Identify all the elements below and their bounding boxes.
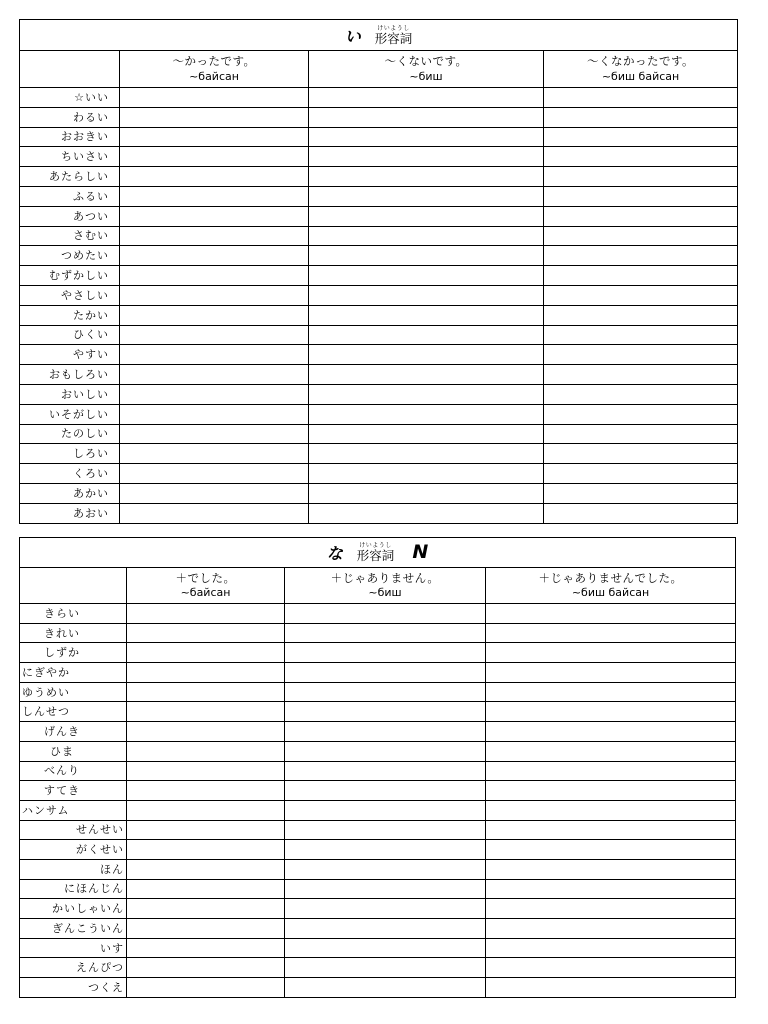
answer-cell <box>309 464 544 484</box>
answer-cell <box>486 958 736 978</box>
answer-cell <box>120 186 309 206</box>
row-label: せんせい <box>20 820 127 840</box>
i-header-negative: ～くないです。 ~биш <box>309 51 544 88</box>
na-header-negative: ＋じゃありません。 ~биш <box>285 568 486 604</box>
row-label: ぎんこういん <box>20 919 127 939</box>
i-title-kanji: 形容詞 <box>374 30 413 46</box>
answer-cell <box>544 384 738 404</box>
table-row <box>20 682 736 702</box>
row-label: しろい <box>20 444 120 464</box>
row-label: いす <box>20 938 127 958</box>
row-label: くろい <box>20 464 120 484</box>
answer-cell <box>120 345 309 365</box>
answer-cell <box>120 127 309 147</box>
table-row <box>20 820 736 840</box>
answer-cell <box>309 246 544 266</box>
answer-cell <box>309 365 544 385</box>
answer-cell <box>120 206 309 226</box>
row-label: あかい <box>20 483 120 503</box>
answer-cell <box>127 859 285 879</box>
na-title-noun-marker: N <box>412 541 429 563</box>
answer-cell <box>309 325 544 345</box>
row-label: しんせつ <box>20 702 127 722</box>
table-row <box>20 444 738 464</box>
answer-cell <box>285 682 486 702</box>
answer-cell <box>285 840 486 860</box>
na-table-title <box>20 538 736 568</box>
table-row <box>20 859 736 879</box>
na-adjective-table <box>19 537 736 998</box>
answer-cell <box>486 859 736 879</box>
answer-cell <box>285 722 486 742</box>
table-row <box>20 978 736 998</box>
answer-cell <box>127 702 285 722</box>
answer-cell <box>285 781 486 801</box>
answer-cell <box>285 663 486 683</box>
row-label: ゆうめい <box>20 682 127 702</box>
na-title-kanji: 形容詞 <box>356 547 395 563</box>
row-label: たのしい <box>20 424 120 444</box>
answer-cell <box>486 702 736 722</box>
answer-cell <box>127 643 285 663</box>
answer-cell <box>544 206 738 226</box>
answer-cell <box>120 266 309 286</box>
answer-cell <box>309 503 544 523</box>
table-row <box>20 623 736 643</box>
answer-cell <box>544 285 738 305</box>
row-label: おいしい <box>20 384 120 404</box>
answer-cell <box>285 604 486 624</box>
table-row <box>20 643 736 663</box>
row-label: ちいさい <box>20 147 120 167</box>
answer-cell <box>486 800 736 820</box>
answer-cell <box>285 919 486 939</box>
answer-cell <box>486 978 736 998</box>
answer-cell <box>309 305 544 325</box>
row-label: かいしゃいん <box>20 899 127 919</box>
answer-cell <box>309 285 544 305</box>
table-row <box>20 938 736 958</box>
i-table-title <box>20 20 738 51</box>
answer-cell <box>309 127 544 147</box>
table-row <box>20 702 736 722</box>
answer-cell <box>127 682 285 702</box>
table-row <box>20 325 738 345</box>
table-row <box>20 761 736 781</box>
answer-cell <box>120 325 309 345</box>
table-row <box>20 722 736 742</box>
answer-cell <box>309 88 544 108</box>
answer-cell <box>544 325 738 345</box>
answer-cell <box>285 741 486 761</box>
answer-cell <box>127 722 285 742</box>
answer-cell <box>309 206 544 226</box>
i-title-ruby: けいようし <box>377 24 410 32</box>
row-label: つくえ <box>20 978 127 998</box>
answer-cell <box>486 604 736 624</box>
answer-cell <box>309 226 544 246</box>
i-header-past: ～かったです。 ~байсан <box>120 51 309 88</box>
row-label: がくせい <box>20 840 127 860</box>
row-label: おもしろい <box>20 365 120 385</box>
table-row <box>20 226 738 246</box>
answer-cell <box>309 167 544 187</box>
table-row <box>20 285 738 305</box>
answer-cell <box>127 761 285 781</box>
answer-cell <box>486 919 736 939</box>
answer-cell <box>120 88 309 108</box>
table-row <box>20 663 736 683</box>
answer-cell <box>544 246 738 266</box>
answer-cell <box>120 226 309 246</box>
row-label: いそがしい <box>20 404 120 424</box>
answer-cell <box>309 186 544 206</box>
answer-cell <box>309 147 544 167</box>
answer-cell <box>120 444 309 464</box>
na-header-past-negative: ＋じゃありませんでした。 ~биш байсан <box>486 568 736 604</box>
table-row <box>20 424 738 444</box>
row-label: ハンサム <box>20 800 127 820</box>
i-adjective-table <box>19 19 738 524</box>
answer-cell <box>544 266 738 286</box>
row-label: おおきい <box>20 127 120 147</box>
answer-cell <box>127 663 285 683</box>
answer-cell <box>285 643 486 663</box>
table-row <box>20 741 736 761</box>
answer-cell <box>127 604 285 624</box>
row-label: あつい <box>20 206 120 226</box>
answer-cell <box>127 741 285 761</box>
answer-cell <box>120 404 309 424</box>
row-label: えんぴつ <box>20 958 127 978</box>
table-row <box>20 127 738 147</box>
row-label: げんき <box>20 722 127 742</box>
answer-cell <box>127 919 285 939</box>
answer-cell <box>285 978 486 998</box>
answer-cell <box>127 938 285 958</box>
row-label: しずか <box>20 643 127 663</box>
answer-cell <box>486 722 736 742</box>
table-row <box>20 483 738 503</box>
answer-cell <box>285 879 486 899</box>
table-row <box>20 206 738 226</box>
row-label: あおい <box>20 503 120 523</box>
answer-cell <box>309 384 544 404</box>
table-row <box>20 919 736 939</box>
answer-cell <box>544 424 738 444</box>
table-row <box>20 503 738 523</box>
table-row <box>20 266 738 286</box>
answer-cell <box>309 345 544 365</box>
answer-cell <box>544 444 738 464</box>
row-label: きれい <box>20 623 127 643</box>
answer-cell <box>285 859 486 879</box>
answer-cell <box>120 285 309 305</box>
answer-cell <box>544 305 738 325</box>
answer-cell <box>544 147 738 167</box>
answer-cell <box>544 404 738 424</box>
answer-cell <box>486 741 736 761</box>
table-row <box>20 167 738 187</box>
answer-cell <box>127 820 285 840</box>
answer-cell <box>544 88 738 108</box>
row-label: ほん <box>20 859 127 879</box>
answer-cell <box>544 345 738 365</box>
row-label: さむい <box>20 226 120 246</box>
answer-cell <box>285 761 486 781</box>
answer-cell <box>120 246 309 266</box>
answer-cell <box>120 384 309 404</box>
answer-cell <box>486 879 736 899</box>
answer-cell <box>120 424 309 444</box>
row-label: ひま <box>20 741 127 761</box>
na-table-header-row <box>20 568 736 604</box>
row-label: つめたい <box>20 246 120 266</box>
answer-cell <box>285 623 486 643</box>
answer-cell <box>120 503 309 523</box>
answer-cell <box>544 503 738 523</box>
na-title-kana: な <box>326 544 343 563</box>
table-row <box>20 107 738 127</box>
row-label: にぎやか <box>20 663 127 683</box>
answer-cell <box>486 643 736 663</box>
row-label: ふるい <box>20 186 120 206</box>
table-row <box>20 365 738 385</box>
answer-cell <box>544 226 738 246</box>
answer-cell <box>127 958 285 978</box>
i-header-past-negative: ～くなかったです。 ~биш байсан <box>544 51 738 88</box>
answer-cell <box>127 840 285 860</box>
answer-cell <box>309 266 544 286</box>
row-label: ひくい <box>20 325 120 345</box>
answer-cell <box>285 820 486 840</box>
table-row <box>20 404 738 424</box>
answer-cell <box>120 107 309 127</box>
answer-cell <box>544 107 738 127</box>
answer-cell <box>544 186 738 206</box>
answer-cell <box>486 623 736 643</box>
answer-cell <box>127 899 285 919</box>
table-row <box>20 800 736 820</box>
table-row <box>20 879 736 899</box>
answer-cell <box>309 444 544 464</box>
answer-cell <box>544 483 738 503</box>
answer-cell <box>486 761 736 781</box>
answer-cell <box>285 958 486 978</box>
answer-cell <box>285 800 486 820</box>
answer-cell <box>309 424 544 444</box>
answer-cell <box>544 464 738 484</box>
table-row <box>20 781 736 801</box>
table-row <box>20 958 736 978</box>
na-header-blank <box>20 568 127 604</box>
table-row <box>20 384 738 404</box>
answer-cell <box>120 147 309 167</box>
answer-cell <box>127 781 285 801</box>
row-label: すてき <box>20 781 127 801</box>
table-row <box>20 88 738 108</box>
row-label: きらい <box>20 604 127 624</box>
row-label: ☆いい <box>20 88 120 108</box>
answer-cell <box>127 623 285 643</box>
answer-cell <box>486 938 736 958</box>
table-row <box>20 147 738 167</box>
answer-cell <box>309 107 544 127</box>
answer-cell <box>127 978 285 998</box>
i-title-kana: い <box>344 27 361 46</box>
answer-cell <box>120 483 309 503</box>
answer-cell <box>120 167 309 187</box>
answer-cell <box>486 840 736 860</box>
answer-cell <box>127 879 285 899</box>
row-label: たかい <box>20 305 120 325</box>
answer-cell <box>544 365 738 385</box>
row-label: あたらしい <box>20 167 120 187</box>
na-title-ruby: けいようし <box>359 541 392 549</box>
table-row <box>20 464 738 484</box>
answer-cell <box>285 899 486 919</box>
row-label: べんり <box>20 761 127 781</box>
i-header-blank <box>20 51 120 88</box>
row-label: やさしい <box>20 285 120 305</box>
answer-cell <box>544 167 738 187</box>
answer-cell <box>127 800 285 820</box>
answer-cell <box>120 464 309 484</box>
table-row <box>20 186 738 206</box>
table-row <box>20 305 738 325</box>
answer-cell <box>486 820 736 840</box>
table-row <box>20 840 736 860</box>
answer-cell <box>486 663 736 683</box>
row-label: やすい <box>20 345 120 365</box>
table-row <box>20 899 736 919</box>
row-label: わるい <box>20 107 120 127</box>
answer-cell <box>486 899 736 919</box>
answer-cell <box>544 127 738 147</box>
i-table-header-row <box>20 51 738 88</box>
na-header-past: ＋でした。 ~байсан <box>127 568 285 604</box>
answer-cell <box>486 781 736 801</box>
table-row <box>20 345 738 365</box>
answer-cell <box>285 702 486 722</box>
answer-cell <box>120 365 309 385</box>
answer-cell <box>120 305 309 325</box>
answer-cell <box>309 404 544 424</box>
table-row <box>20 246 738 266</box>
answer-cell <box>285 938 486 958</box>
row-label: むずかしい <box>20 266 120 286</box>
answer-cell <box>486 682 736 702</box>
table-row <box>20 604 736 624</box>
answer-cell <box>309 483 544 503</box>
row-label: にほんじん <box>20 879 127 899</box>
